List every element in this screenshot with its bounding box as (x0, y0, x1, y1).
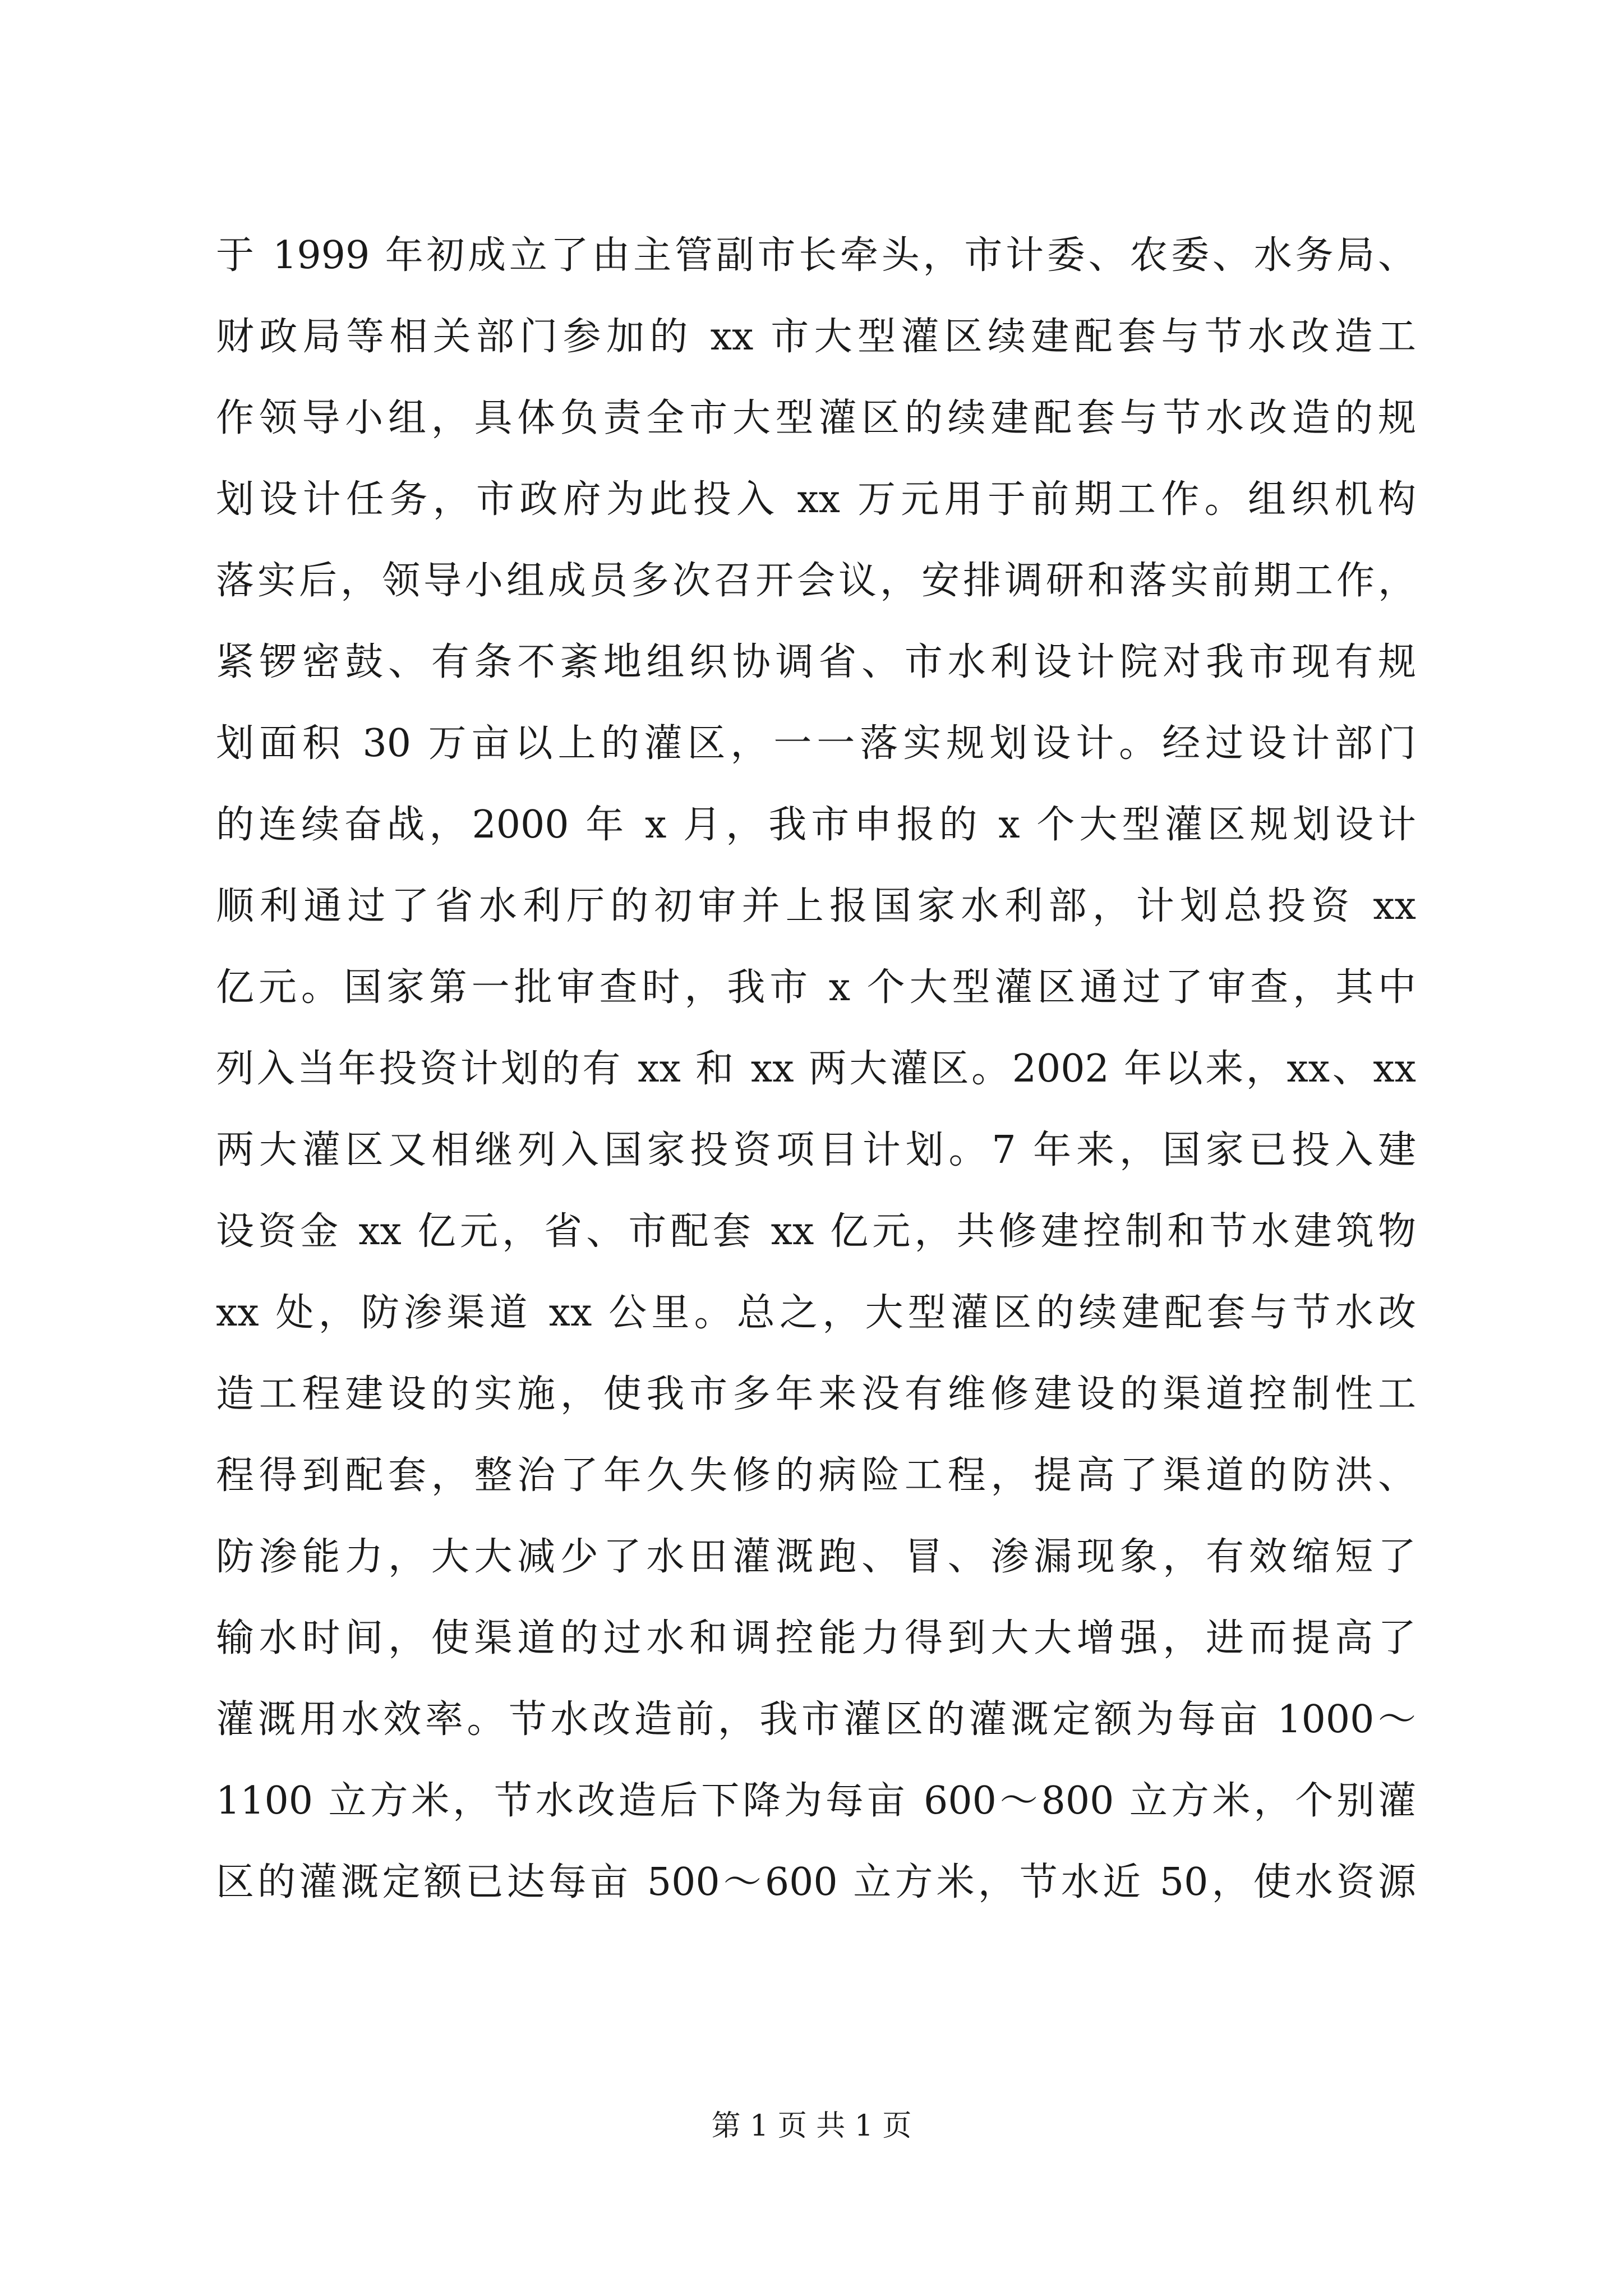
text-line: 紧锣密鼓、有条不紊地组织协调省、市水利设计院对我市现有规 (216, 640, 1416, 684)
text-line: 输水时间，使渠道的过水和调控能力得到大大增强，进而提高了 (216, 1616, 1416, 1660)
text-line: 1100 立方米，节水改造后下降为每亩 600～800 立方米，个别灌 (216, 1779, 1416, 1823)
text-line: 划面积 30 万亩以上的灌区，一一落实规划设计。经过设计部门 (216, 721, 1416, 766)
text-line: 两大灌区又相继列入国家投资项目计划。7 年来，国家已投入建 (216, 1128, 1416, 1172)
text-line: 亿元。国家第一批审查时，我市 x 个大型灌区通过了审查，其中 (216, 965, 1416, 1010)
text-line: 顺利通过了省水利厅的初审并上报国家水利部，计划总投资 xx (216, 884, 1416, 928)
text-line: 于 1999 年初成立了由主管副市长牵头，市计委、农委、水务局、 (216, 233, 1416, 278)
text-line: 程得到配套，整治了年久失修的病险工程，提高了渠道的防洪、 (216, 1453, 1416, 1498)
page-footer: 第 1 页 共 1 页 (711, 2109, 912, 2143)
text-line: 列入当年投资计划的有 xx 和 xx 两大灌区。2002 年以来，xx、xx (216, 1047, 1416, 1091)
text-line: 作领导小组，具体负责全市大型灌区的续建配套与节水改造的规 (216, 396, 1416, 440)
text-line: 设资金 xx 亿元，省、市配套 xx 亿元，共修建控制和节水建筑物 (216, 1209, 1416, 1254)
text-line: 造工程建设的实施，使我市多年来没有维修建设的渠道控制性工 (216, 1372, 1416, 1416)
text-line: 灌溉用水效率。节水改造前，我市灌区的灌溉定额为每亩 1000～ (216, 1697, 1416, 1742)
text-line: 财政局等相关部门参加的 xx 市大型灌区续建配套与节水改造工 (216, 315, 1416, 359)
text-line: 防渗能力，大大减少了水田灌溉跑、冒、渗漏现象，有效缩短了 (216, 1535, 1416, 1579)
text-line: xx 处，防渗渠道 xx 公里。总之，大型灌区的续建配套与节水改 (216, 1291, 1416, 1335)
text-line: 区的灌溉定额已达每亩 500～600 立方米，节水近 50，使水资源 (216, 1860, 1416, 1904)
text-line: 划设计任务，市政府为此投入 xx 万元用于前期工作。组织机构 (216, 477, 1416, 522)
text-line: 的连续奋战，2000 年 x 月，我市申报的 x 个大型灌区规划设计 (216, 803, 1416, 847)
text-line: 落实后，领导小组成员多次召开会议，安排调研和落实前期工作， (216, 559, 1416, 603)
body-paragraph (216, 215, 1416, 1923)
